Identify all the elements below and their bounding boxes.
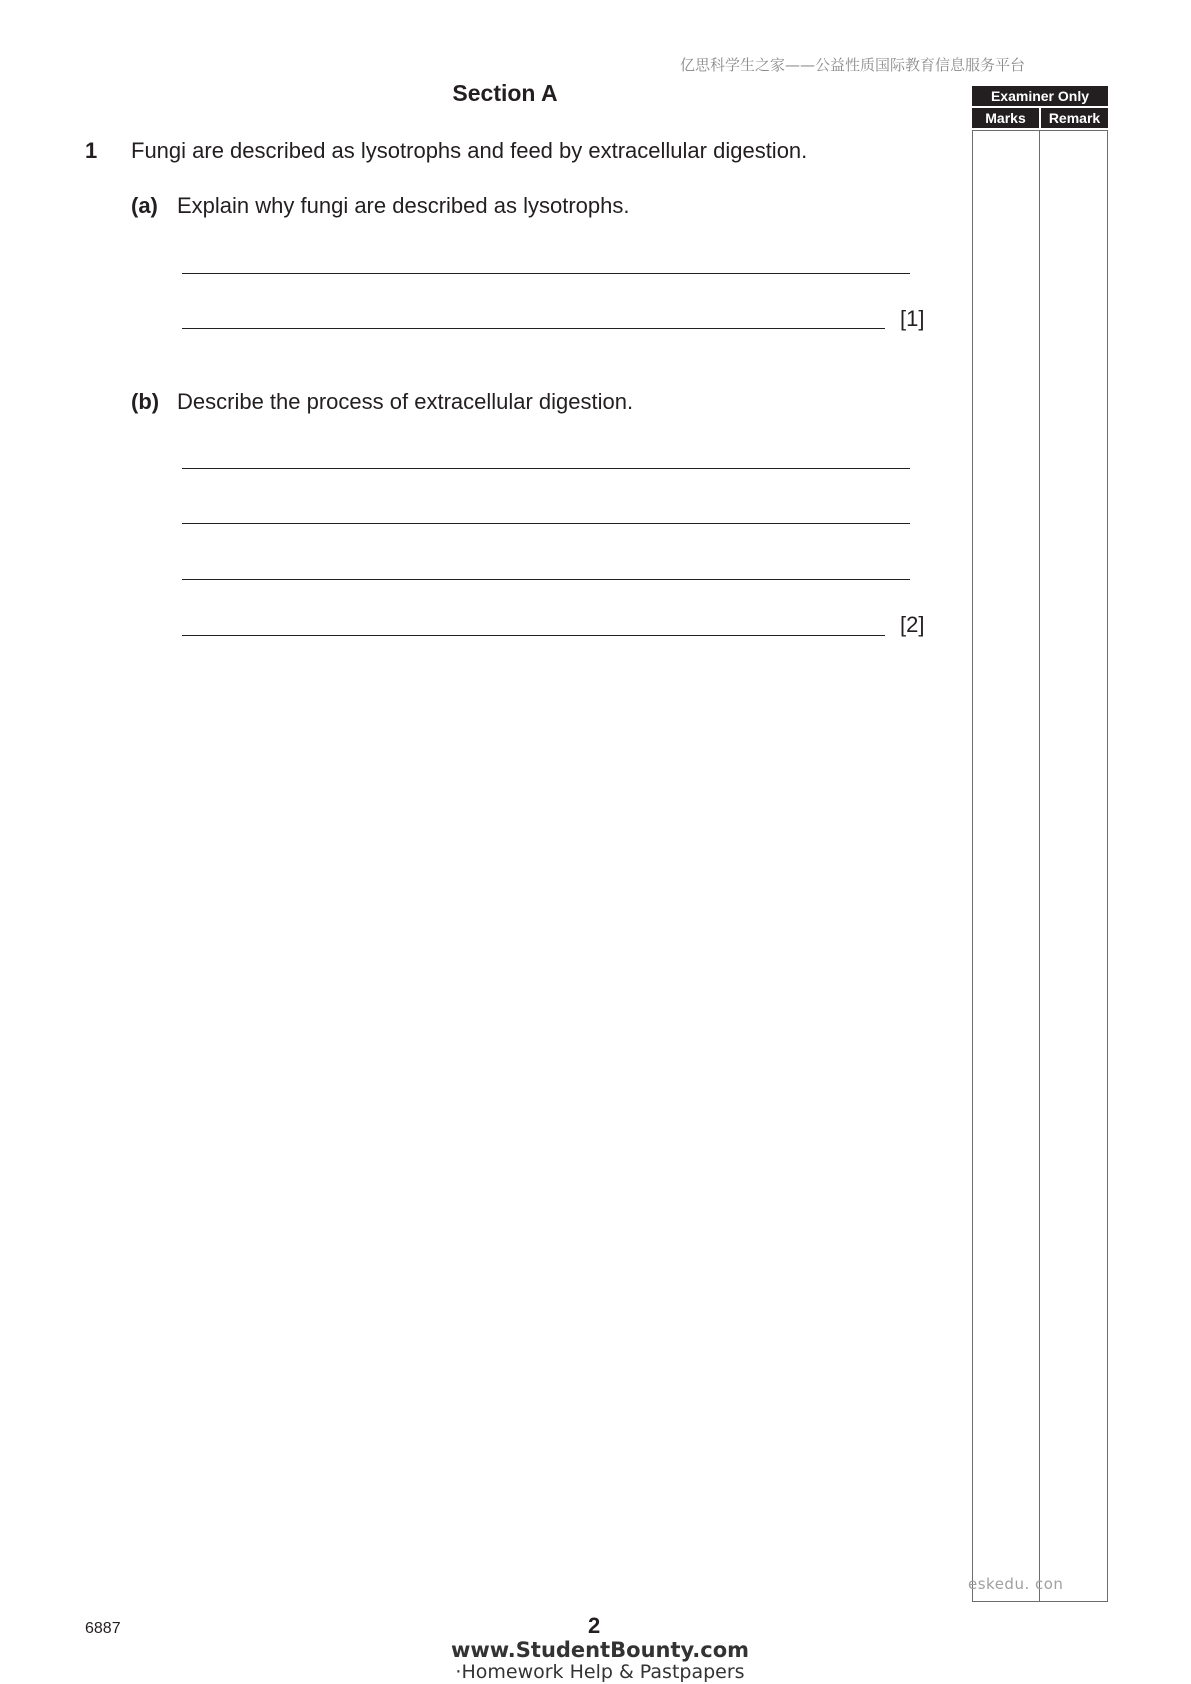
answer-line-a-2[interactable] [182, 328, 885, 329]
examiner-only-title: Examiner Only [972, 86, 1108, 106]
footer-brand [440, 1640, 760, 1682]
brand-tagline: ·Homework Help & Pastpapers [455, 1661, 745, 1683]
answer-line-b-1[interactable] [182, 468, 910, 469]
remark-column-header: Remark [1041, 108, 1108, 128]
remark-column[interactable] [1039, 130, 1108, 1602]
answer-line-a-1[interactable] [182, 273, 910, 274]
part-b-marks: [2] [900, 612, 925, 637]
page-number: 2 [588, 1613, 601, 1638]
answer-line-b-2[interactable] [182, 523, 910, 524]
brand-url: www.StudentBounty.com [450, 1638, 750, 1662]
question-number: 1 [85, 138, 98, 163]
section-title: Section A [452, 80, 558, 106]
answer-line-b-4[interactable] [182, 635, 885, 636]
answer-line-b-3[interactable] [182, 579, 910, 580]
marks-column-header: Marks [972, 108, 1039, 128]
examiner-only-box [972, 86, 1108, 1602]
header-watermark: 亿思科学生之家——公益性质国际教育信息服务平台 [680, 56, 1026, 74]
part-b-text: Describe the process of extracellular digestion. [177, 389, 634, 414]
part-a-label: (a) [131, 193, 158, 218]
site-stamp: eskedu. con [968, 1575, 1064, 1593]
marks-column[interactable] [972, 130, 1040, 1602]
paper-code: 6887 [85, 1620, 121, 1637]
part-a-marks: [1] [900, 306, 925, 331]
part-b-label: (b) [131, 389, 160, 414]
part-a-text: Explain why fungi are described as lysotrophs. [177, 193, 630, 218]
question-stem: Fungi are described as lysotrophs and feed by extracellular digestion. [131, 138, 808, 163]
